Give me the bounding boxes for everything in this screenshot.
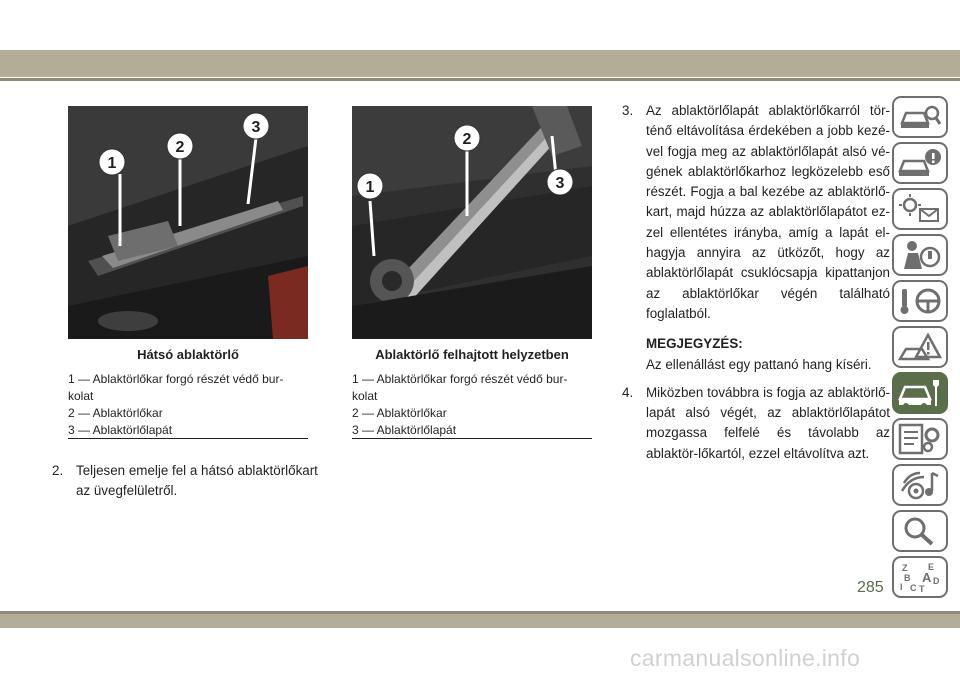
callout-1: 1 (107, 155, 117, 172)
tab-warning-lights[interactable] (892, 188, 948, 230)
index-letter: A (922, 570, 932, 585)
callout-3: 3 (251, 119, 261, 136)
tab-specs-gear[interactable] (892, 418, 948, 460)
note-title: MEGJEGYZÉS: (646, 336, 743, 352)
warning-lights-icon (898, 193, 942, 225)
step-number: 4. (622, 384, 634, 400)
steering-wheel-icon (898, 285, 942, 317)
step-text: Az ablaktörlőlapát ablaktörlőkarról tör-ténő eltávolítása érdekében a jobb kezé-vel fogja meg az ablaktörlőlapát alsó vé-gének ablaktörlőkarhoz legközelebb eső részét. Fogja a bal kezébe az ablaktörlő-kart, majd húzza az ablaktörlőlapátot ez-zel ellentétes irányba, amíg a lapát el-hagyja annyira az ütközőt, hogy az ablaktörlőlapát csuklócsapja kipattanjon az ablaktörlőkar végén található foglalatból. (646, 103, 890, 321)
right-column (622, 101, 890, 464)
car-search-icon (898, 101, 942, 133)
tab-road-warning[interactable] (892, 326, 948, 368)
airbag-person-icon (898, 239, 942, 271)
callout-3: 3 (555, 175, 565, 192)
index-letter: C (910, 583, 917, 593)
index-letter: D (933, 576, 940, 586)
tab-alphabet-index[interactable] (892, 556, 948, 598)
watermark: carmanualsonline.info (630, 645, 861, 671)
tab-car-info[interactable] (892, 142, 948, 184)
legend-item: 2 — Ablaktörlőkar (68, 406, 163, 420)
page-number: 285 (857, 579, 884, 596)
index-letter: B (904, 573, 911, 583)
tab-magnifier[interactable] (892, 510, 948, 552)
specs-gear-icon (898, 423, 942, 455)
alphabet-index-icon (898, 561, 942, 593)
callout-2: 2 (175, 139, 185, 156)
left-figure-legend (68, 371, 306, 439)
middle-figure-rule (352, 438, 592, 439)
tab-airbag-person[interactable] (892, 234, 948, 276)
left-figure-title: Hátsó ablaktörlő (137, 347, 239, 362)
magnifier-icon (898, 515, 942, 547)
index-letter: T (919, 584, 925, 593)
step-number: 2. (52, 463, 64, 478)
callout-1: 1 (365, 179, 375, 196)
rear-wiper-photo (68, 106, 308, 339)
header-band (0, 50, 960, 77)
left-figure-rule (68, 438, 308, 439)
legend-item: 1 — Ablaktörlőkar forgó részét védő bur-kolat (68, 372, 284, 403)
step-2 (52, 461, 324, 502)
legend-item: 2 — Ablaktörlőkar (352, 406, 447, 420)
tab-car-wrench[interactable] (892, 372, 948, 414)
car-wrench-icon (898, 377, 942, 409)
car-info-icon (898, 147, 942, 179)
step-number: 3. (622, 103, 634, 118)
tab-multimedia[interactable] (892, 464, 948, 506)
multimedia-icon (898, 469, 942, 501)
road-warning-icon (898, 331, 942, 363)
step-3 (622, 101, 890, 324)
step-text: Miközben továbbra is fogja az ablaktörlő-lapát alsó végét, az ablaktörlőlapátot mozgassa felfelé és távolabb az ablaktör-lőkartól, ezzel eltávolítva azt. (646, 384, 890, 461)
note-text: Az ellenállást egy pattanó hang kíséri. (646, 356, 872, 372)
step-text: Teljesen emelje fel a hátsó ablaktörlőkart az üvegfelületről. (76, 463, 318, 499)
wiper-raised-photo (352, 106, 592, 339)
header-band-line (0, 78, 960, 81)
tab-car-search[interactable] (892, 96, 948, 138)
footer-band (0, 614, 960, 628)
index-letter: I (900, 582, 903, 592)
index-letter: Z (902, 563, 908, 573)
tab-steering-wheel[interactable] (892, 280, 948, 322)
middle-figure-legend (352, 371, 590, 439)
index-letter: E (928, 562, 935, 572)
middle-figure-title: Ablaktörlő felhajtott helyzetben (375, 347, 569, 362)
legend-item: 3 — Ablaktörlőlapát (68, 423, 173, 437)
step-4 (622, 383, 890, 464)
legend-item: 1 — Ablaktörlőkar forgó részét védő bur-kolat (352, 372, 568, 403)
legend-item: 3 — Ablaktörlőlapát (352, 423, 457, 437)
callout-2: 2 (462, 131, 472, 148)
